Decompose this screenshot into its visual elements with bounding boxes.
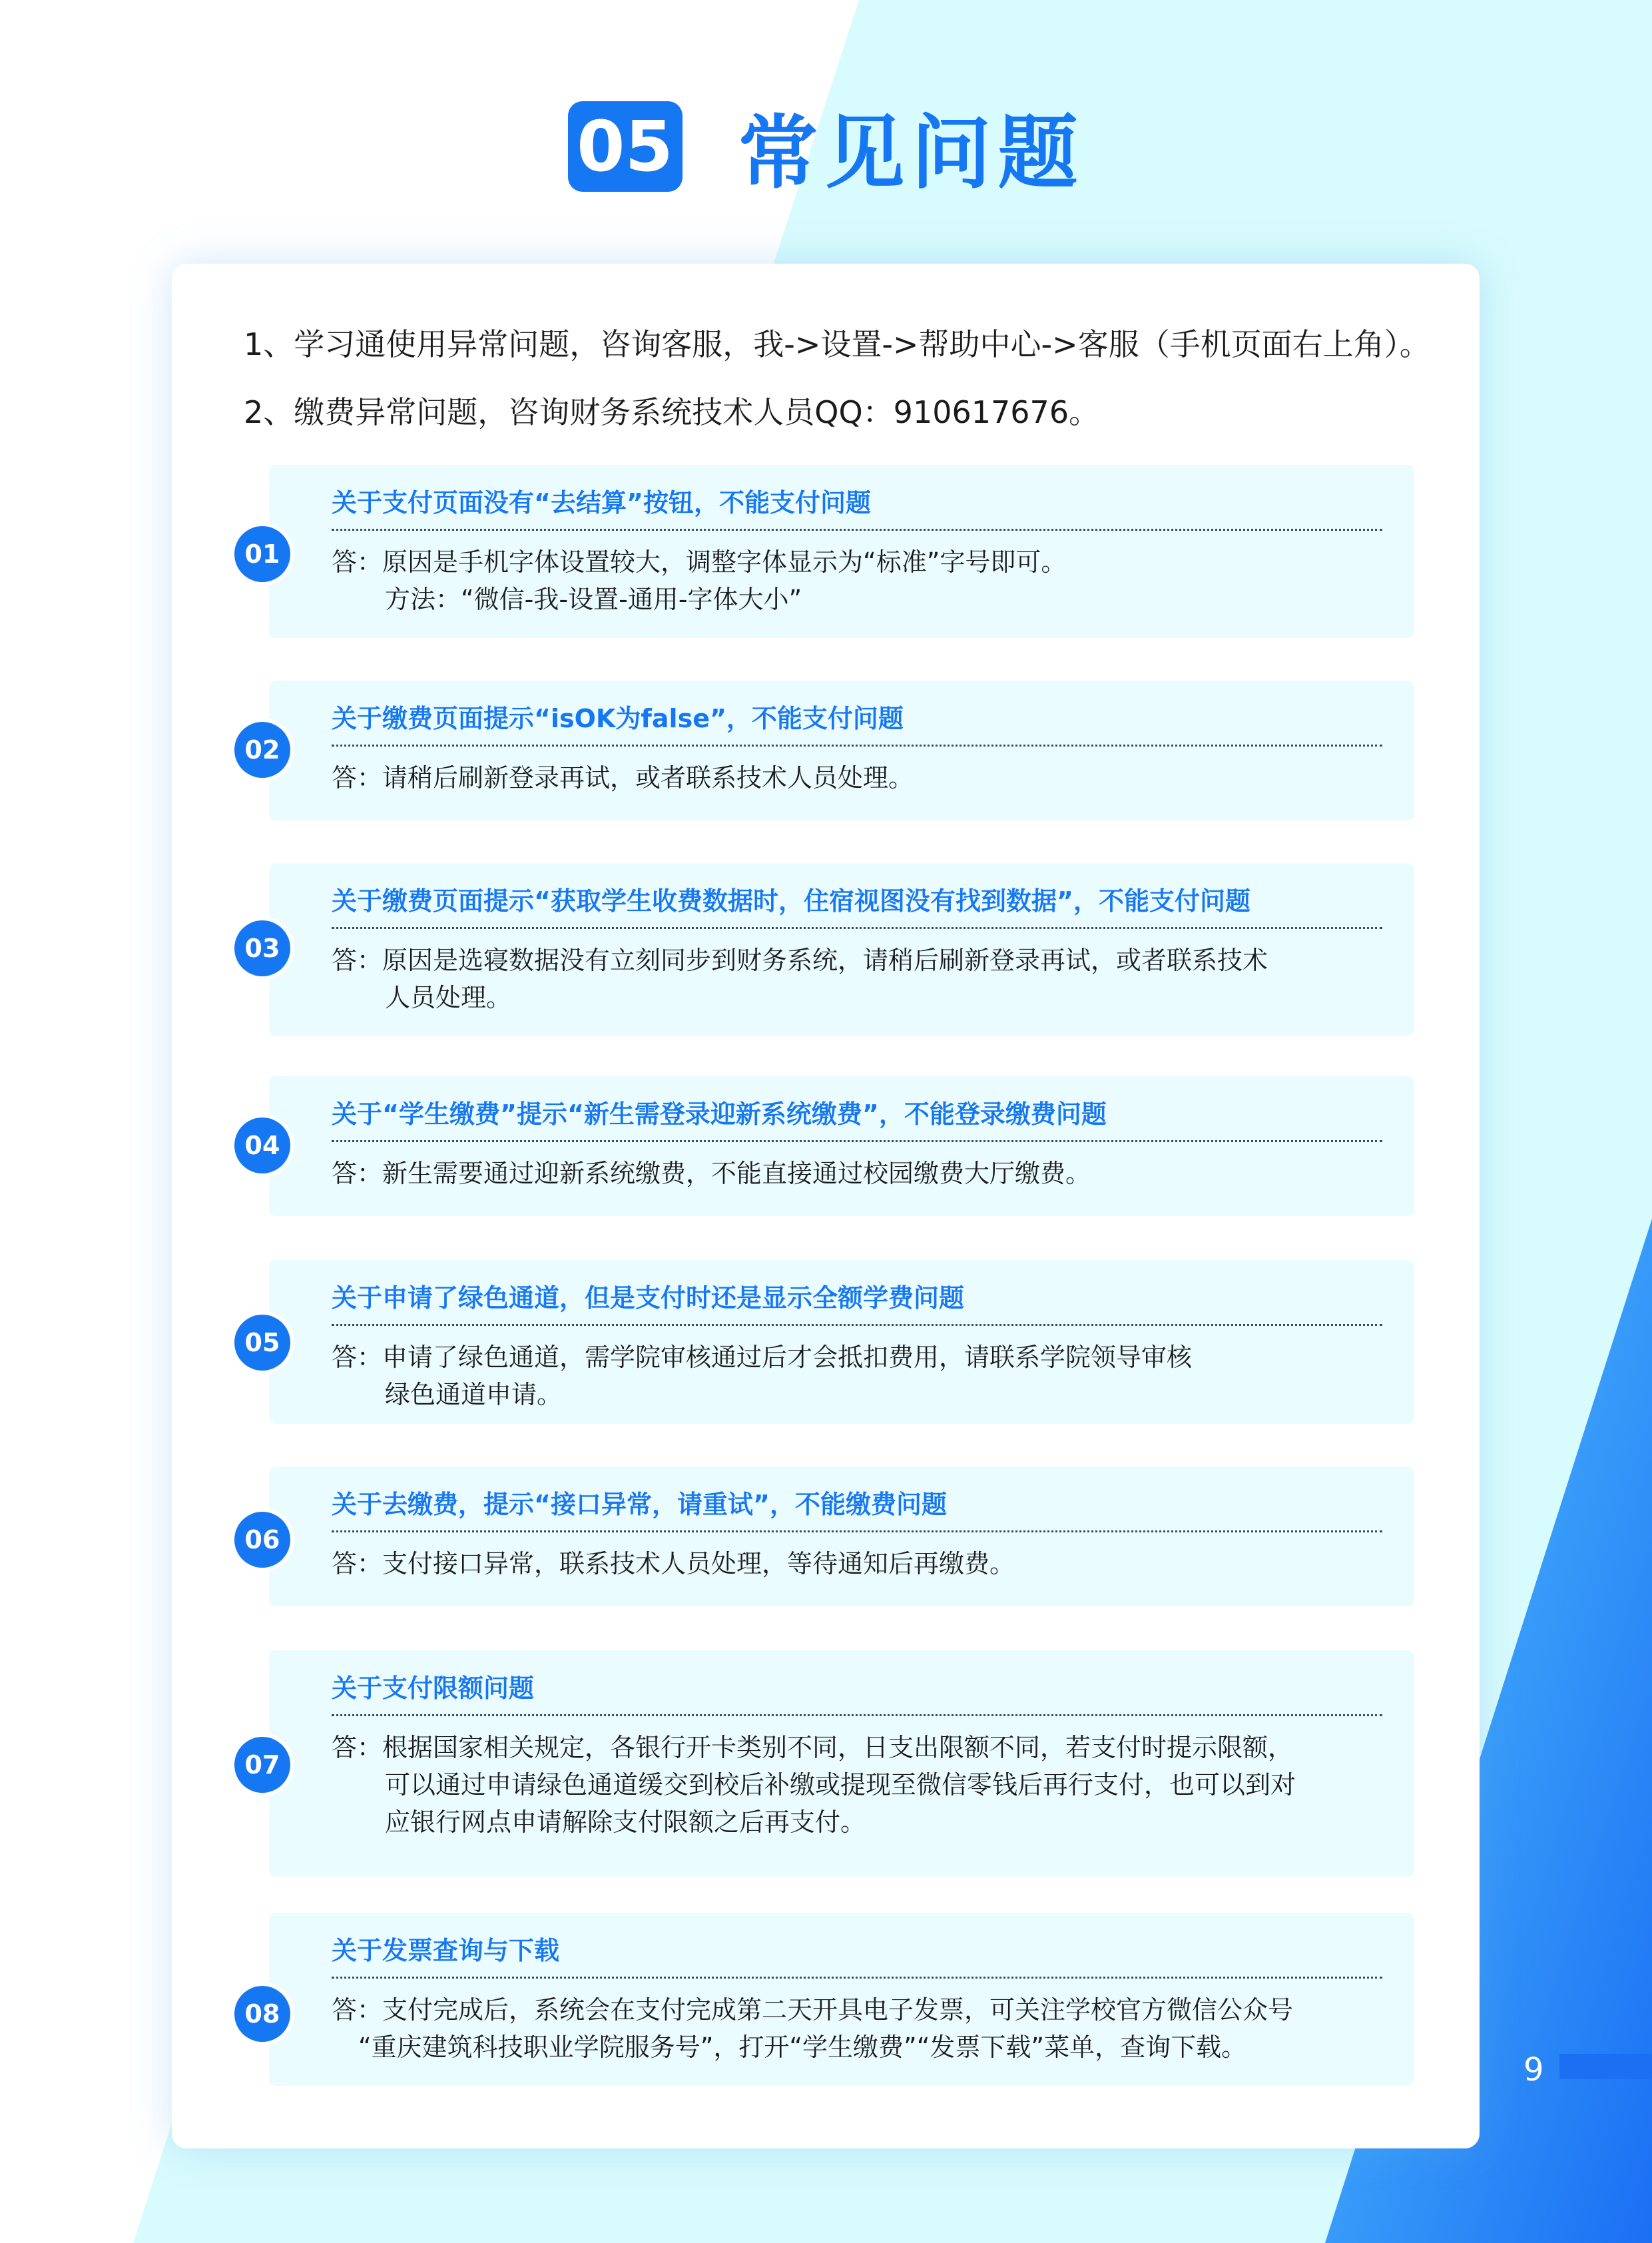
- faq-item: [244, 1650, 1414, 1877]
- answer-line: 答：原因是选寝数据没有立刻同步到财务系统，请稍后刷新登录再试，或者联系技术: [332, 946, 1268, 975]
- faq-number-badge: 06: [234, 1512, 290, 1568]
- dotted-divider: [332, 927, 1382, 929]
- page-number-bar: [1559, 2054, 1652, 2079]
- faq-question: 关于发票查询与下载: [332, 1936, 560, 1965]
- dotted-divider: [332, 1324, 1382, 1326]
- faq-question: 关于缴费页面提示“isOK为false”，不能支付问题: [332, 704, 904, 733]
- section-heading: [0, 100, 1652, 200]
- faq-answer: [332, 1991, 1388, 2066]
- answer-line: 答：根据国家相关规定，各银行开卡类别不同，日支出限额不同，若支付时提示限额，: [332, 1733, 1294, 1762]
- faq-number-badge: 08: [234, 1986, 290, 2042]
- page-number: 9: [1523, 2051, 1544, 2088]
- faq-item: [244, 1913, 1414, 2086]
- answer-line: 人员处理。: [385, 983, 512, 1012]
- faq-item: [244, 465, 1414, 638]
- faq-number-badge: 03: [234, 920, 290, 976]
- faq-question: 关于申请了绿色通道，但是支付时还是显示全额学费问题: [332, 1283, 965, 1313]
- answer-line: 方法：“微信-我-设置-通用-字体大小”: [385, 585, 802, 614]
- faq-card: [172, 264, 1480, 2148]
- faq-number-badge: 07: [234, 1737, 290, 1793]
- faq-item: [244, 1260, 1414, 1424]
- answer-line: 可以通过申请绿色通道缓交到校后补缴或提现至微信零钱后再行支付，也可以到对: [385, 1770, 1296, 1799]
- answer-line: 答：支付完成后，系统会在支付完成第二天开具电子发票，可关注学校官方微信公众号: [332, 1995, 1294, 2025]
- faq-question: 关于缴费页面提示“获取学生收费数据时，住宿视图没有找到数据”，不能支付问题: [332, 886, 1250, 916]
- faq-number-badge: 02: [234, 722, 290, 778]
- answer-line: “重庆建筑科技职业学院服务号”，打开“学生缴费”“发票下载”菜单，查询下载。: [358, 2033, 1247, 2062]
- faq-number-badge: 05: [234, 1315, 290, 1371]
- faq-question: 关于支付限额问题: [332, 1674, 535, 1703]
- dotted-divider: [332, 529, 1382, 531]
- dotted-divider: [332, 1714, 1382, 1716]
- answer-line: 应银行网点申请解除支付限额之后再支付。: [385, 1807, 866, 1837]
- faq-number-badge: 04: [234, 1118, 290, 1173]
- answer-line: 答：原因是手机字体设置较大，调整字体显示为“标准”字号即可。: [332, 547, 1067, 577]
- answer-line: 答：支付接口异常，联系技术人员处理，等待通知后再缴费。: [332, 1549, 1015, 1578]
- faq-answer: [332, 1545, 1388, 1582]
- section-number-badge: 05: [568, 101, 683, 192]
- faq-item: [244, 1466, 1414, 1606]
- faq-answer: [332, 1339, 1388, 1413]
- page-title: 常见问题: [738, 107, 1085, 200]
- faq-question: 关于“学生缴费”提示“新生需登录迎新系统缴费”，不能登录缴费问题: [332, 1100, 1107, 1129]
- faq-answer: [332, 1729, 1388, 1841]
- dotted-divider: [332, 1977, 1382, 1979]
- answer-line: 答：请稍后刷新登录再试，或者联系技术人员处理。: [332, 763, 914, 793]
- faq-item: [244, 1076, 1414, 1216]
- faq-question: 关于支付页面没有“去结算”按钮，不能支付问题: [332, 488, 871, 517]
- answer-line: 答：新生需要通过迎新系统缴费，不能直接通过校园缴费大厅缴费。: [332, 1159, 1091, 1188]
- answer-line: 答：申请了绿色通道，需学院审核通过后才会抵扣费用，请联系学院领导审核: [332, 1343, 1193, 1372]
- dotted-divider: [332, 1140, 1382, 1142]
- faq-answer: [332, 759, 1388, 797]
- faq-number-badge: 01: [234, 526, 290, 582]
- faq-question: 关于去缴费，提示“接口异常，请重试”，不能缴费问题: [332, 1490, 947, 1519]
- intro-block: [244, 310, 1453, 446]
- faq-answer: [332, 543, 1388, 618]
- dotted-divider: [332, 1530, 1382, 1532]
- dotted-divider: [332, 745, 1382, 747]
- faq-item: [244, 863, 1414, 1036]
- intro-line-support: 1、学习通使用异常问题，咨询客服，我->设置->帮助中心->客服（手机页面右上角）。: [244, 326, 1430, 362]
- faq-answer: [332, 1155, 1388, 1192]
- answer-line: 绿色通道申请。: [385, 1380, 563, 1409]
- intro-line-finance: 2、缴费异常问题，咨询财务系统技术人员QQ：910617676。: [244, 394, 1100, 430]
- faq-item: [244, 681, 1414, 820]
- faq-answer: [332, 942, 1388, 1016]
